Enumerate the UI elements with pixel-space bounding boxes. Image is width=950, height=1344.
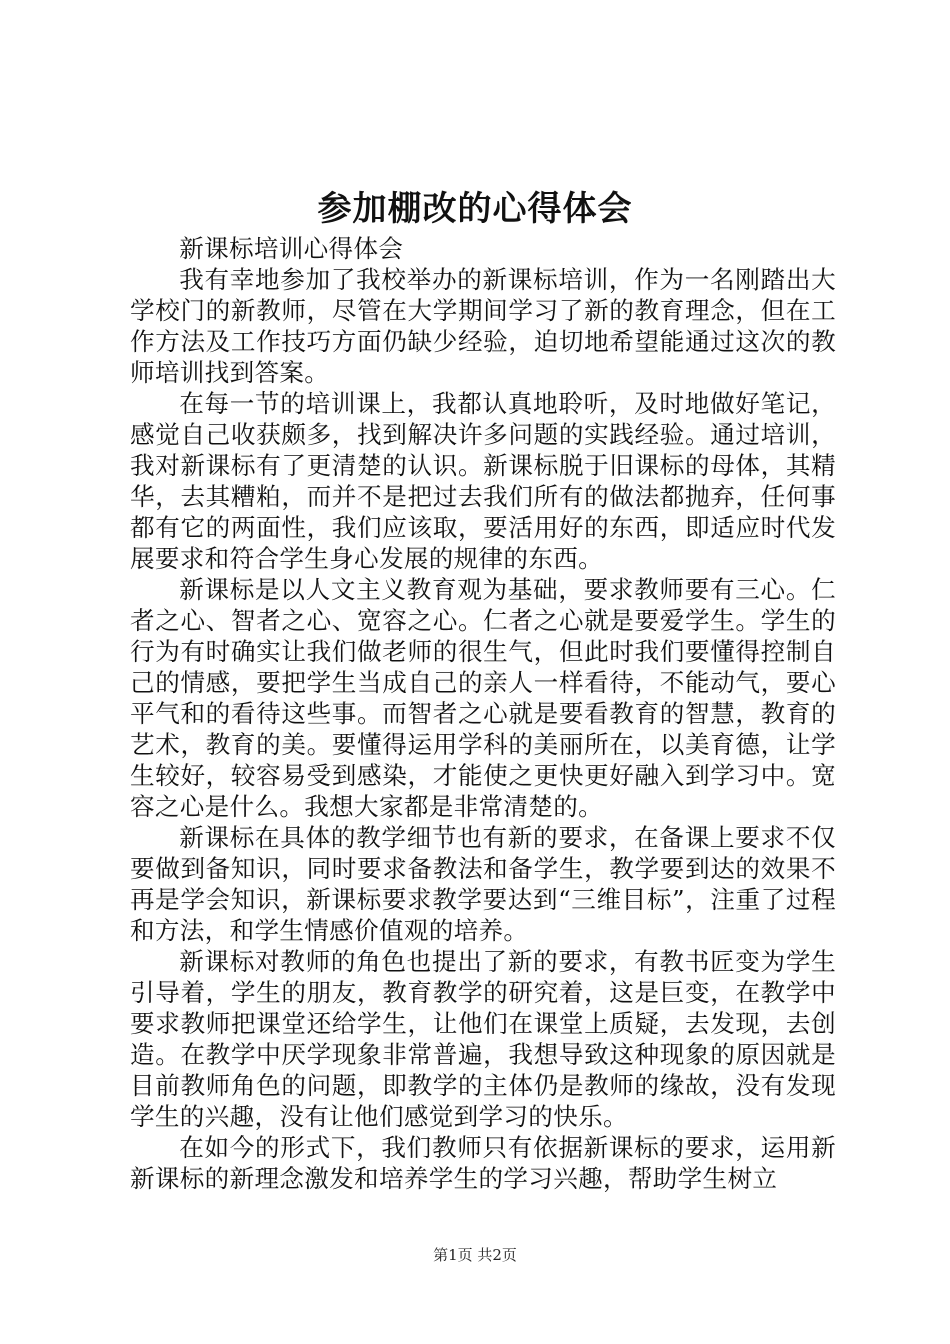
- paragraph: 在如今的形式下，我们教师只有依据新课标的要求，运用新新课标的新理念激发和培养学生的学习兴趣，帮助学生树立: [130, 1133, 836, 1193]
- document-title: 参加棚改的心得体会: [317, 189, 633, 229]
- document-body: [130, 233, 836, 1194]
- paragraph: 在每一节的培训课上，我都认真地聆听，及时地做好笔记，感觉自己收获颇多，找到解决许多问题的实践经验。通过培训，我对新课标有了更清楚的认识。新课标脱于旧课标的母体，其精华，去其糟粕，而并不是把过去我们所有的做法都抛弃，任何事都有它的两面性，我们应该取，要活用好的东西，即适应时代发展要求和符合学生身心发展的规律的东西。: [130, 389, 836, 573]
- page-number-footer: 第1页 共2页: [433, 1246, 517, 1264]
- paragraph: 新课标在具体的教学细节也有新的要求，在备课上要求不仅要做到备知识，同时要求备教法和备学生，教学要到达的效果不再是学会知识，新课标要求教学要达到“三维目标”，注重了过程和方法，和学生情感价值观的培养。: [130, 823, 836, 945]
- paragraph: 新课标对教师的角色也提出了新的要求，有教书匠变为学生引导着，学生的朋友，教育教学的研究着，这是巨变，在教学中要求教师把课堂还给学生，让他们在课堂上质疑，去发现，去创造。在教学中厌学现象非常普遍，我想导致这种现象的原因就是目前教师角色的问题，即教学的主体仍是教师的缘故，没有发现学生的兴趣，没有让他们感觉到学习的快乐。: [130, 947, 836, 1131]
- paragraph-subtitle: 新课标培训心得体会: [179, 234, 404, 263]
- paragraph: 我有幸地参加了我校举办的新课标培训，作为一名刚踏出大学校门的新教师，尽管在大学期间学习了新的教育理念，但在工作方法及工作技巧方面仍缺少经验，迫切地希望能通过这次的教师培训找到答案。: [130, 265, 836, 387]
- paragraph: 新课标是以人文主义教育观为基础，要求教师要有三心。仁者之心、智者之心、宽容之心。仁者之心就是要爱学生。学生的行为有时确实让我们做老师的很生气，但此时我们要懂得控制自己的情感，要把学生当成自己的亲人一样看待，不能动气，要心平气和的看待这些事。而智者之心就是要看教育的智慧，教育的艺术，教育的美。要懂得运用学科的美丽所在，以美育德，让学生较好，较容易受到感染，才能使之更快更好融入到学习中。宽容之心是什么。我想大家都是非常清楚的。: [130, 575, 836, 821]
